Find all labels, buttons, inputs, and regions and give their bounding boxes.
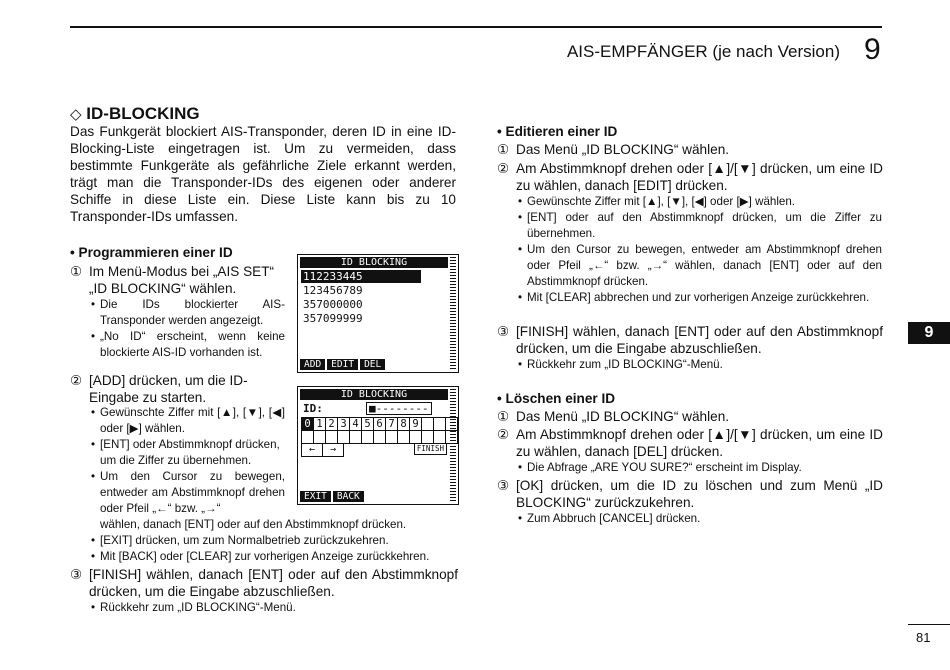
edit-step-2: ② Am Abstimmknopf drehen oder [▲]/[▼] drücken, um eine ID zu wählen, danach [EDIT] drücken. (497, 161, 883, 193)
step-number-2-icon: ② (70, 373, 83, 388)
arrow-left-icon: ← (301, 443, 323, 457)
prog-step-1: ① Im Menü-Modus bei „AIS SET“ „ID BLOCKING“ wählen. (70, 264, 275, 296)
step-number-2-icon: ② (497, 427, 510, 442)
digit-key: 8 (397, 417, 410, 431)
digit-key: 9 (409, 417, 422, 431)
edit-bullet: • Mit [CLEAR] abbrechen und zur vorherigen Anzeige zurückkehren. (518, 291, 870, 304)
softkey-bar (300, 491, 364, 502)
digit-keypad (301, 417, 457, 431)
step-number-2-icon: ② (497, 161, 510, 176)
edit-step-3: ③ [FINISH] wählen, danach [ENT] oder auf den Abstimmknopf drücken, um die Eingabe abzuschließen. (497, 324, 883, 356)
del-bullet: • Die Abfrage „ARE YOU SURE?“ erscheint im Display. (518, 461, 802, 474)
edit-bullet: • Rückkehr zum „ID BLOCKING“-Menü. (518, 358, 723, 371)
softkey-add: ADD (300, 359, 325, 370)
prog-bullet: • Mit [BACK] oder [CLEAR] zur vorherigen Anzeige zurückkehren. (91, 550, 430, 563)
step-number-1-icon: ① (497, 142, 510, 157)
scrollbar-icon (450, 257, 456, 370)
lcd-row: 123456789 (303, 284, 363, 297)
page-number: 81 (916, 630, 931, 645)
prog-bullet: • „No ID“ erscheint, wenn keine blockierte AIS-ID vorhanden ist. (91, 330, 285, 359)
softkey-bar (300, 359, 385, 370)
lcd-row-selected: 112233445 (301, 270, 421, 283)
step-number-3-icon: ③ (497, 478, 510, 493)
diamond-icon: ◇ (70, 106, 82, 123)
step-number-3-icon: ③ (70, 567, 83, 582)
step-number-1-icon: ① (70, 264, 83, 279)
edit-bullet: • [ENT] oder auf den Abstimmknopf drücken, um die Ziffer zu übernehmen. (518, 211, 882, 240)
digit-key: 7 (385, 417, 398, 431)
step-number-3-icon: ③ (497, 324, 510, 339)
footer-rule (908, 624, 950, 625)
softkey-del: DEL (360, 359, 385, 370)
del-bullet: • Zum Abbruch [CANCEL] drücken. (518, 512, 701, 525)
prog-bullet: • Gewünschte Ziffer mit [▲], [▼], [◀] oder [▶] wählen. (91, 406, 285, 435)
digit-key: 0 (301, 417, 314, 431)
prog-bullet: • Die IDs blockierter AIS-Transponder werden angezeigt. (91, 298, 285, 327)
step-number-1-icon: ① (497, 409, 510, 424)
loeschen-heading: • Löschen einer ID (497, 391, 616, 406)
edit-bullet: • Gewünschte Ziffer mit [▲], [▼], [◀] oder [▶] wählen. (518, 195, 796, 208)
lcd-id-entry (297, 386, 459, 505)
edit-bullet: • Um den Cursor zu bewegen, entweder am Abstimmknopf drehen oder Pfeil „←“ bzw. „→“ wählen, danach [ENT] oder auf den Abstimmknopf drücken. (518, 243, 882, 288)
prog-step-3: ③ [FINISH] wählen, danach [ENT] oder auf den Abstimmknopf drücken, um die Eingabe abzuschließen. (70, 567, 458, 599)
section-title-text: ID-BLOCKING (86, 104, 200, 123)
digit-key: 2 (325, 417, 338, 431)
softkey-exit: EXIT (300, 491, 331, 502)
section-intro: Das Funkgerät blockiert AIS-Transponder, deren ID in eine ID-Blocking-Liste eingetragen ist. Um zu vermeiden, dass bestimmte Funkgeräte als gefährliche Ziele erkannt werden, trägt man die Transponder-IDs des eigenen oder anderer Schiffe in diese Liste ein. Diese Liste kann bis zu 10 Transponder-IDs umfassen. (70, 124, 456, 224)
arrow-right-icon: → (322, 443, 344, 457)
edit-step-1: ① Das Menü „ID BLOCKING“ wählen. (497, 142, 730, 157)
lcd-row: 357000000 (303, 298, 363, 311)
keypad-nav-row (301, 443, 451, 455)
chapter-tab: 9 (908, 322, 950, 344)
header-title: AIS-EMPFÄNGER (je nach Version) (566, 42, 840, 61)
finish-key: FINISH (414, 443, 447, 455)
prog-bullet-cont: wählen, danach [ENT] oder auf den Abstimmknopf drücken. (100, 518, 407, 531)
header-rule (70, 26, 882, 28)
softkey-edit: EDIT (327, 359, 358, 370)
prog-bullet: • [EXIT] drücken, um zum Normalbetrieb zurückzukehren. (91, 534, 389, 547)
prog-bullet: • Rückkehr zum „ID BLOCKING“-Menü. (91, 601, 296, 614)
editieren-heading: • Editieren einer ID (497, 124, 618, 139)
lcd-row: 357099999 (303, 312, 363, 325)
digit-key: 1 (313, 417, 326, 431)
del-step-1: ① Das Menü „ID BLOCKING“ wählen. (497, 409, 730, 424)
digit-key: 5 (361, 417, 374, 431)
keypad-grid-row (301, 430, 457, 442)
del-step-3: ③ [OK] drücken, um die ID zu löschen und zum Menü „ID BLOCKING“ zurückzukehren. (497, 478, 883, 510)
prog-step-2: ② [ADD] drücken, um die ID-Eingabe zu starten. (70, 373, 248, 405)
programmieren-heading: • Programmieren einer ID (70, 245, 233, 260)
prog-bullet: • Um den Cursor zu bewegen, entweder am Abstimmknopf drehen oder Pfeil „←“ bzw. „→“ (91, 470, 285, 515)
digit-key: 3 (337, 417, 350, 431)
softkey-back: BACK (333, 491, 364, 502)
digit-key: 6 (373, 417, 386, 431)
digit-key: 4 (349, 417, 362, 431)
id-label: ID: (303, 402, 323, 415)
id-value: ■-------- (366, 402, 432, 415)
chapter-number: 9 (864, 33, 881, 66)
digit-key-blank (445, 417, 458, 431)
lcd-title: ID BLOCKING (300, 257, 448, 268)
lcd-id-list (297, 254, 459, 373)
prog-bullet: • [ENT] oder Abstimmknopf drücken, um die Ziffer zu übernehmen. (91, 438, 280, 467)
lcd-title: ID BLOCKING (300, 389, 448, 400)
del-step-2: ② Am Abstimmknopf drehen oder [▲]/[▼] drücken, um eine ID zu wählen, danach [DEL] drücken. (497, 427, 883, 459)
section-title (70, 104, 200, 124)
